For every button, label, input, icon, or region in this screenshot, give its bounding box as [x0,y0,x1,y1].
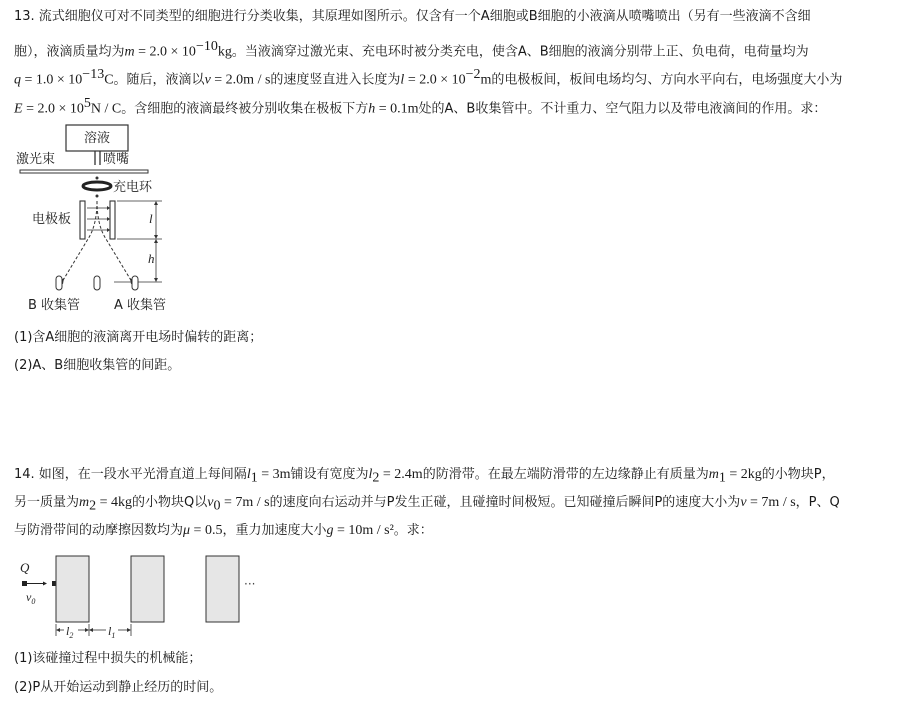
q14-sub-2 [14,679,222,697]
m1-value: = 2kg [725,467,762,482]
q14-text: 与防滑带间的动摩擦因数均为 [14,523,184,538]
length-unit: m [480,72,492,88]
droplet [96,195,99,198]
g-value: = 10m / s² [333,523,394,538]
mass-exponent: −10 [195,39,218,54]
length-exponent: −2 [465,67,481,82]
nozzle-label: 喷嘴 [103,152,130,167]
l1-sub: 1 [250,470,258,486]
l1-symbol: l [246,467,251,482]
block-q [22,581,27,586]
electrode-plate-right [110,201,115,239]
charge-exponent: −13 [82,67,105,82]
dim-arrow [127,628,131,632]
friction-strip-3 [206,556,239,622]
flow-cytometer-diagram [14,120,204,320]
q14-text: 铺设有宽度为 [290,467,369,482]
tube-b-label: B 收集管 [28,298,81,313]
mass-unit: kg [217,44,232,60]
q14-text: 的小物块Q以 [132,495,208,510]
charge-unit: C [104,72,114,88]
q14-text: 的速度向右运动并与P发生正碰，且碰撞时间极短。已知碰撞后瞬间P的速度大小为 [269,495,741,510]
l1-label: $l_1$ [108,624,116,640]
charge-symbol: q [14,72,21,88]
q13-text: 13. 流式细胞仪可对不同类型的细胞进行分类收集，其原理如图所示。仅含有一个A细胞或B细胞的小液滴从喷嘴喷出（另有一些液滴不含细 [14,9,811,24]
q14-line-3 [14,522,433,540]
mass-value: = 2.0 × 10 [134,44,196,60]
q14-text: 14. 如图，在一段水平光滑直道上每间隔 [14,467,247,482]
tube-middle [94,276,100,290]
tube-a [132,276,138,290]
l2-sub: 2 [372,470,380,486]
m1-symbol: m [708,467,719,482]
field-symbol: E [14,101,23,117]
dim-arrow [154,278,158,282]
q13-text: 。当液滴穿过激光束、充电环时被分类充电，使含A、B细胞的液滴分别带上正、负电荷，电荷量均为 [231,44,809,60]
m2-value: = 4kg [96,495,133,510]
ring-label: 充电环 [113,180,153,195]
height-value: = 0.1m [375,101,419,117]
q14-text: 另一质量为 [14,495,80,510]
q14-text: ，P、Q [795,495,840,510]
tube-a-label: A 收集管 [114,298,167,313]
length-value: = 2.0 × 10 [404,72,466,88]
q14-line-2 [14,494,840,516]
q13-line-1 [14,8,811,26]
q13-text: 的速度竖直进入长度为 [270,72,401,88]
mu-value: = 0.5 [190,523,223,538]
block-q-label: Q [20,560,30,575]
l2-label: $l_2$ [66,624,74,640]
solution-label: 溶液 [83,131,111,146]
laser-beam [20,170,148,173]
ellipsis: ··· [244,577,256,591]
q13-sub-2 [14,357,180,375]
dim-arrow [154,201,158,205]
g-symbol: g [326,523,334,538]
q13-text: 的电极板间，板间电场均匀、方向水平向右，电场强度大小为 [491,72,843,88]
m2-symbol: m [79,495,90,510]
q13-line-2 [14,38,809,61]
q13-line-3 [14,66,842,89]
dim-arrow [85,628,89,632]
electrode-plate-left [80,201,85,239]
velocity-value: = 2.0m / s [210,72,271,88]
l1-value: = 3m [257,467,291,482]
v0-label: $v_0$ [26,590,36,606]
dim-arrow [89,628,93,632]
l2-symbol: l [368,467,373,482]
laser-label: 激光束 [16,152,56,167]
q13-text: 。含细胞的液滴最终被分别收集在极板下方 [121,101,369,117]
q13-text: 。随后，液滴以 [113,72,205,88]
q14-question-1: (1)该碰撞过程中损失的机械能； [14,651,202,666]
mu-symbol: μ [183,523,191,538]
dim-arrow [56,628,60,632]
friction-strip-2 [131,556,164,622]
q13-line-4 [14,95,826,118]
q13-text: 胞），液滴质量均为 [14,44,125,60]
friction-strips-diagram [14,552,264,644]
dim-l-label: l [149,211,153,226]
field-exponent: 5 [83,96,91,111]
dim-arrow [154,235,158,239]
l2-value: = 2.4m [379,467,423,482]
q14-text: 。求： [393,523,433,538]
q14-text: 的防滑带。在最左端防滑带的左边缘静止有质量为 [422,467,709,482]
dim-h-label: h [148,251,155,266]
droplet [96,177,99,180]
q13-text: 处的A、B收集管中。不计重力、空气阻力以及带电液滴间的作用。求： [418,101,827,117]
plate-label: 电极板 [32,212,72,227]
charge-value: = 1.0 × 10 [21,72,83,88]
dim-arrow [154,239,158,243]
vp-symbol: v [740,495,747,510]
mass-symbol: m [124,44,135,60]
charging-ring [83,182,111,190]
v0-symbol: v [207,495,214,510]
vp-value: = 7m / s [746,495,796,510]
q14-text: 的小物块P， [761,467,835,482]
m2-sub: 2 [89,498,97,514]
q13-question-2: (2)A、B细胞收集管的间距。 [14,358,181,373]
length-symbol: l [400,72,405,88]
v0-sub: 0 [213,498,221,514]
field-unit: N / C [90,101,122,117]
q14-sub-1 [14,650,201,668]
q14-question-2: (2)P从开始运动到静止经历的时间。 [14,680,223,695]
q13-question-1: (1)含A细胞的液滴离开电场时偏转的距离； [14,330,263,345]
velocity-arrow-head [43,582,47,586]
m1-sub: 1 [718,470,726,486]
q13-sub-1 [14,329,262,347]
q14-line-1 [14,466,835,488]
height-symbol: h [368,101,376,117]
friction-strip-1 [56,556,89,622]
field-value: = 2.0 × 10 [22,101,84,117]
q14-text: ，重力加速度大小 [222,523,327,538]
velocity-symbol: v [204,72,211,88]
v0-value: = 7m / s [220,495,270,510]
tube-b [56,276,62,290]
